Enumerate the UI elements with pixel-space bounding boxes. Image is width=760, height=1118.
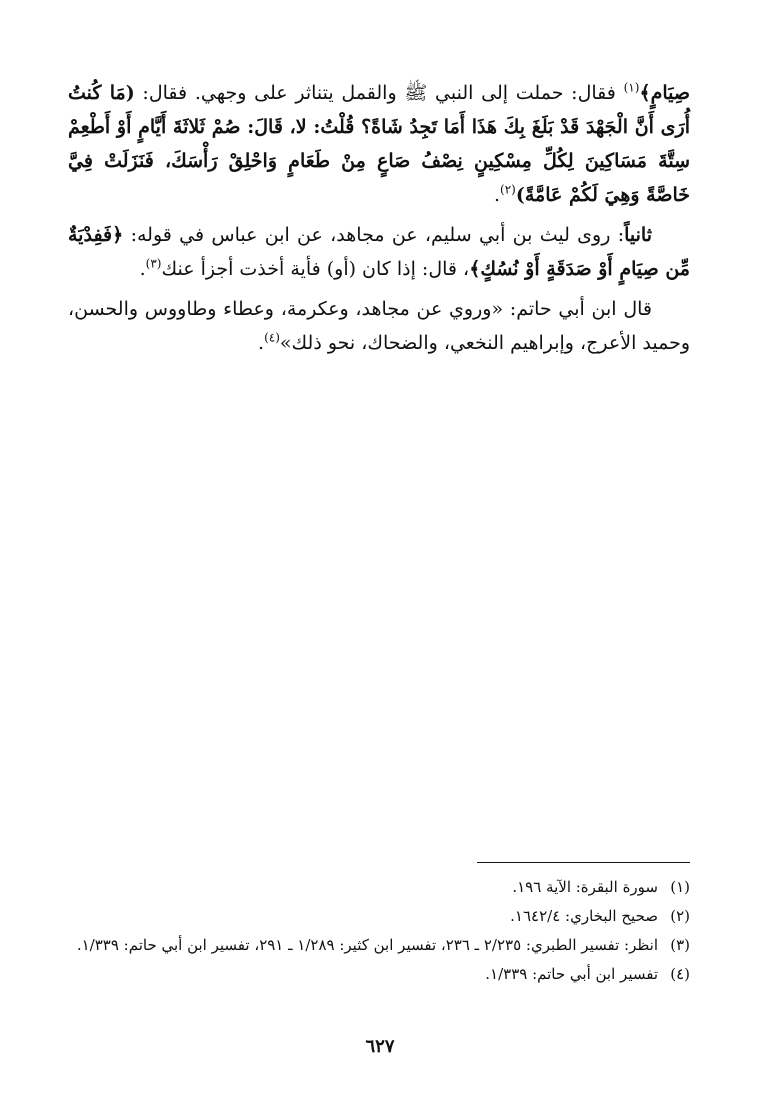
- page-number: ٦٢٧: [365, 1036, 395, 1057]
- footnote-text: سورة البقرة: الآية ١٩٦.: [512, 878, 658, 896]
- footnote-reference-2[interactable]: (٢): [500, 182, 516, 197]
- footnote-reference-4[interactable]: (٤): [264, 330, 280, 345]
- quran-fragment: صِيَامٍ﴾: [639, 82, 690, 104]
- sentence-end: .: [258, 332, 265, 354]
- footnote-text: تفسير ابن أبي حاتم: ١/٣٣٩.: [485, 965, 658, 983]
- sentence-end: .: [493, 184, 501, 206]
- footnote-number: (٣): [670, 936, 690, 954]
- footnote-number: (٢): [670, 907, 690, 925]
- footnote-text: انظر: تفسير الطبري: ٢/٢٣٥ ـ ٢٣٦، تفسير ابن كثير: ١/٢٨٩ ـ ٢٩١، تفسير ابن أبي حاتم: ١/٣٣٩.: [76, 936, 658, 954]
- footnote-item: [68, 903, 690, 929]
- footnote-item: [68, 874, 690, 900]
- narration-text: قال ابن أبي حاتم: «وروي عن مجاهد، وعكرمة، وعطاء وطاووس والحسن، وحميد الأعرج، وإبراهيم النخعي، والضحاك، نحو ذلك»: [68, 298, 690, 354]
- hadith-quote: (مَا كُنتُ أُرَى أَنَّ الْجَهْدَ قَدْ بَلَغَ بِكَ هَذَا أَمَا تَجِدُ شَاةً؟ قُلْتُ: لا، قَالَ: صُمْ ثَلاثَةَ أَيَّامٍ أَوْ أَطْعِمْ سِتَّةَ مَسَاكِينَ لِكُلِّ مِسْكِينٍ نِصْفُ صَاعٍ مِنْ طَعَامٍ وَاحْلِقْ رَأْسَكَ، فَنَزَلَتْ فِيَّ خَاصَّةً وَهِيَ لَكُمْ عَامَّةً): [68, 82, 690, 206]
- footnote-reference-3[interactable]: (٣): [145, 256, 162, 271]
- narration-text: ، قال: إذا كان (أو) فأية أخذت أجزأ عنك: [161, 258, 470, 280]
- quran-verse: ﴿فَفِدْيَةٌ مِّن صِيَامٍ أَوْ صَدَقَةٍ أَوْ نُسُكٍ﴾: [68, 224, 690, 280]
- footnote-text: صحيح البخاري: ١٦٤٢/٤.: [510, 907, 658, 925]
- footnotes-section: [68, 874, 690, 990]
- paragraph-hadith: [68, 76, 690, 212]
- paragraph-third: [68, 292, 690, 360]
- paragraph-second: [68, 218, 690, 286]
- footnote-number: (٤): [670, 965, 690, 983]
- footnote-reference-1[interactable]: (١): [623, 80, 640, 95]
- footnote-number: (١): [670, 878, 690, 896]
- section-lead-word: ثانياً: [624, 224, 652, 246]
- narration-text: : روى ليث بن أبي سليم، عن مجاهد، عن ابن عباس في قوله:: [123, 224, 625, 246]
- footnote-item: [68, 961, 690, 987]
- sentence-end: .: [139, 258, 146, 280]
- narration-text: فقال: حملت إلى النبي ﷺ والقمل يتناثر على وجهي. فقال:: [134, 82, 624, 104]
- footnote-item: [68, 932, 690, 958]
- main-text-body: [68, 76, 690, 360]
- footnote-separator: [477, 862, 690, 863]
